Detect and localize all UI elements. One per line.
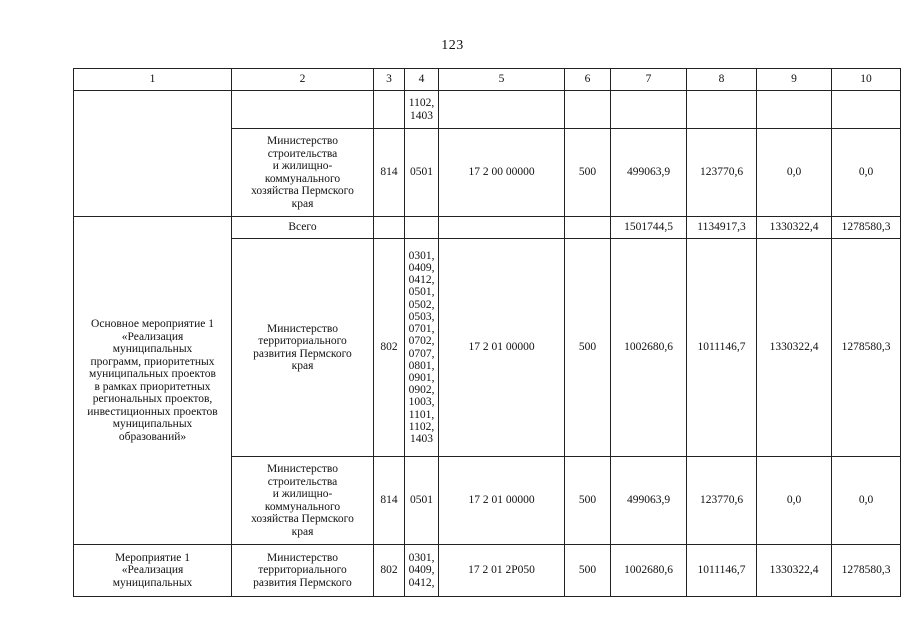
table-cell-col2: Всего <box>232 217 374 239</box>
table-cell-col2: Министерство строительства и жилищно- коммунального хозяйства Пермского края <box>232 129 374 217</box>
table-row <box>74 91 901 129</box>
table-cell-col9: 1330322,4 <box>757 545 832 597</box>
table-cell-col9: 0,0 <box>757 129 832 217</box>
table-cell-col8: 1011146,7 <box>687 545 757 597</box>
table-cell-col7: 1002680,6 <box>611 545 687 597</box>
table-cell-col6: 500 <box>565 239 611 457</box>
table-cell-col4: 0301, 0409, 0412, <box>405 545 439 597</box>
header-cell: 5 <box>439 69 565 91</box>
table-cell-col9: 0,0 <box>757 457 832 545</box>
table-cell-col4 <box>405 217 439 239</box>
header-cell: 2 <box>232 69 374 91</box>
table-cell-col4: 1102, 1403 <box>405 91 439 129</box>
table-cell-col6: 500 <box>565 545 611 597</box>
table-cell-col6: 500 <box>565 457 611 545</box>
table-cell-col1 <box>74 91 232 217</box>
table-cell-col3: 802 <box>374 239 405 457</box>
table-cell-col5 <box>439 91 565 129</box>
table-cell-col2: Министерство строительства и жилищно- коммунального хозяйства Пермского края <box>232 457 374 545</box>
table-cell-col3: 802 <box>374 545 405 597</box>
table-cell-col7: 499063,9 <box>611 457 687 545</box>
budget-table-container <box>73 68 891 598</box>
table-cell-col2 <box>232 91 374 129</box>
table-cell-col3 <box>374 217 405 239</box>
table-cell-col7: 499063,9 <box>611 129 687 217</box>
header-cell: 7 <box>611 69 687 91</box>
table-cell-col5: 17 2 01 00000 <box>439 239 565 457</box>
table-cell-col4: 0501 <box>405 457 439 545</box>
table-cell-col10: 1278580,3 <box>832 545 901 597</box>
table-cell-col8 <box>687 91 757 129</box>
table-cell-col5: 17 2 01 00000 <box>439 457 565 545</box>
table-cell-col4: 0501 <box>405 129 439 217</box>
table-cell-col6 <box>565 217 611 239</box>
table-cell-col6: 500 <box>565 129 611 217</box>
table-cell-col10 <box>832 91 901 129</box>
table-cell-col4: 0301, 0409, 0412, 0501, 0502, 0503, 0701, 0702, 0707, 0801, 0901, 0902, 1003, 1101, 1102, 1403 <box>405 239 439 457</box>
table-cell-col5: 17 2 01 2Р050 <box>439 545 565 597</box>
table-cell-col10: 0,0 <box>832 129 901 217</box>
table-cell-col3: 814 <box>374 129 405 217</box>
table-cell-col6 <box>565 91 611 129</box>
table-cell-col10: 0,0 <box>832 457 901 545</box>
table-cell-col10: 1278580,3 <box>832 217 901 239</box>
table-cell-col8: 123770,6 <box>687 457 757 545</box>
header-cell: 4 <box>405 69 439 91</box>
table-header-row <box>74 69 901 91</box>
table-cell-col9: 1330322,4 <box>757 217 832 239</box>
table-cell-col8: 123770,6 <box>687 129 757 217</box>
table-cell-col2: Министерство территориального развития Пермского <box>232 545 374 597</box>
table-row <box>74 217 901 239</box>
table-cell-col2: Министерство территориального развития Пермского края <box>232 239 374 457</box>
table-row <box>74 545 901 597</box>
header-cell: 1 <box>74 69 232 91</box>
table-cell-col8: 1134917,3 <box>687 217 757 239</box>
table-cell-col3 <box>374 91 405 129</box>
header-cell: 6 <box>565 69 611 91</box>
header-cell: 8 <box>687 69 757 91</box>
table-cell-col1: Основное мероприятие 1 «Реализация муниципальных программ, приоритетных муниципальных проектов в рамках приоритетных региональных проектов, инвестиционных проектов муниципальных образований» <box>74 217 232 545</box>
table-cell-col7 <box>611 91 687 129</box>
table-cell-col10: 1278580,3 <box>832 239 901 457</box>
table-cell-col7: 1002680,6 <box>611 239 687 457</box>
table-cell-col8: 1011146,7 <box>687 239 757 457</box>
table-cell-col9 <box>757 91 832 129</box>
page-number: 123 <box>441 38 464 53</box>
table-cell-col5: 17 2 00 00000 <box>439 129 565 217</box>
header-cell: 3 <box>374 69 405 91</box>
header-cell: 9 <box>757 69 832 91</box>
table-cell-col5 <box>439 217 565 239</box>
table-cell-col9: 1330322,4 <box>757 239 832 457</box>
budget-table <box>73 68 901 597</box>
table-cell-col1: Мероприятие 1 «Реализация муниципальных <box>74 545 232 597</box>
table-cell-col7: 1501744,5 <box>611 217 687 239</box>
header-cell: 10 <box>832 69 901 91</box>
table-cell-col3: 814 <box>374 457 405 545</box>
